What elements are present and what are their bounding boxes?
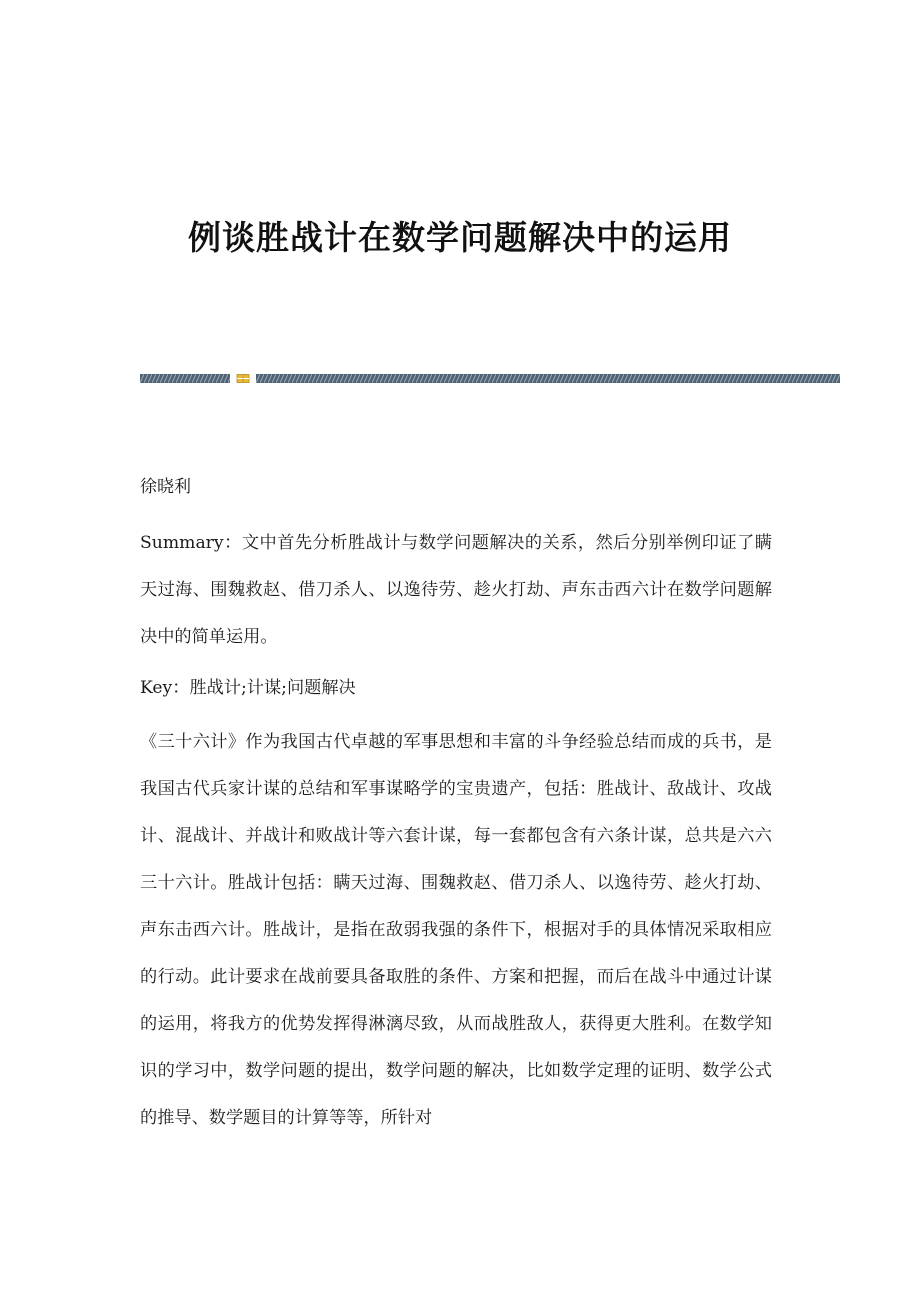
keywords-line bbox=[140, 665, 772, 712]
keywords-label: Key： bbox=[140, 678, 190, 698]
page-title: 例谈胜战计在数学问题解决中的运用 bbox=[188, 218, 732, 257]
divider-left-bar bbox=[140, 374, 230, 383]
summary-text: 文中首先分析胜战计与数学问题解决的关系，然后分别举例印证了瞒天过海、围魏救赵、借刀杀人、以逸待劳、趁火打劫、声东击西六计在数学问题解决中的简单运用。 bbox=[140, 533, 772, 647]
title-divider bbox=[140, 374, 840, 383]
keywords-text: 胜战计;计谋;问题解决 bbox=[189, 678, 356, 698]
summary-paragraph bbox=[140, 520, 772, 661]
author-name: 徐晓利 bbox=[140, 477, 191, 497]
divider-ornament-icon bbox=[237, 375, 249, 383]
body-paragraph: 《三十六计》作为我国古代卓越的军事思想和丰富的斗争经验总结而成的兵书，是我国古代兵家计谋的总结和军事谋略学的宝贵遗产，包括：胜战计、敌战计、攻战计、混战计、并战计和败战计等六套计谋，每一套都包含有六条计谋，总共是六六三十六计。胜战计包括：瞒天过海、围魏救赵、借刀杀人、以逸待劳、趁火打劫、声东击西六计。胜战计，是指在敌弱我强的条件下，根据对手的具体情况采取相应的行动。此计要求在战前要具备取胜的条件、方案和把握，而后在战斗中通过计谋的运用，将我方的优势发挥得淋漓尽致，从而战胜敌人，获得更大胜利。在数学知识的学习中，数学问题的提出，数学问题的解决，比如数学定理的证明、数学公式的推导、数学题目的计算等等，所针对 bbox=[140, 732, 772, 1128]
summary-label: Summary： bbox=[140, 533, 242, 553]
divider-right-bar bbox=[256, 374, 840, 383]
